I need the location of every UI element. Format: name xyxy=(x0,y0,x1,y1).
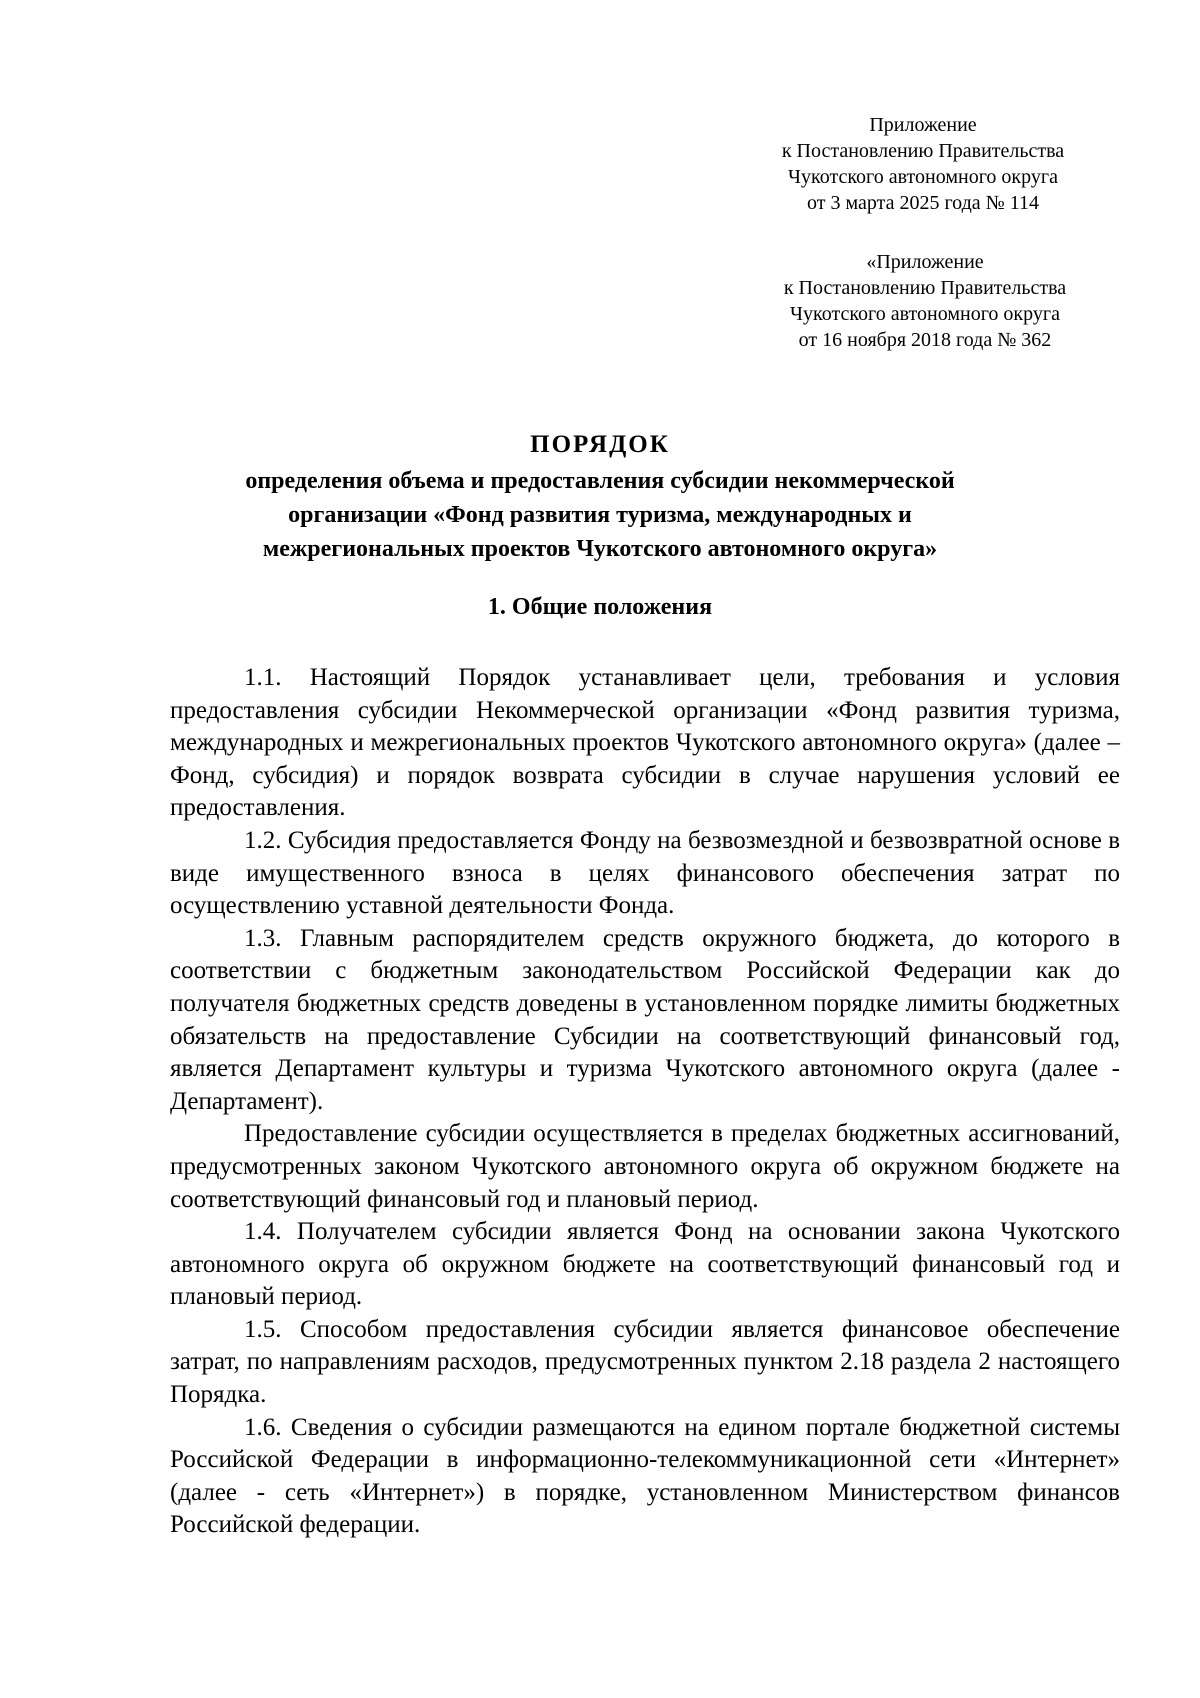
previous-appendix-header-line: Чукотского автономного округа xyxy=(790,303,1060,325)
appendix-header xyxy=(743,112,1103,216)
paragraph-1-6: 1.6. Сведения о субсидии размещаются на едином портале бюджетной системы Российской Федерации в информационно-телекоммуникационной сети «Интернет» (далее - сеть «Интернет») в порядке, установленном Министерством финансов Российской федерации. xyxy=(170,1413,1120,1539)
paragraph-1-2: 1.2. Субсидия предоставляется Фонду на безвозмездной и безвозвратной основе в виде имущественного взноса в целях финансового обеспечения затрат по осуществлению уставной деятельности Фонда. xyxy=(170,826,1120,920)
document-subtitle-line: организации «Фонд развития туризма, международных и xyxy=(288,502,912,528)
document-body xyxy=(170,662,1120,1542)
previous-appendix-header-line: от 16 ноября 2018 года № 362 xyxy=(798,329,1052,351)
document-title: ПОРЯДОК xyxy=(530,431,670,458)
previous-appendix-header-line: к Постановлению Правительства xyxy=(783,277,1067,299)
appendix-header-line: Чукотского автономного округа xyxy=(788,166,1058,188)
section-heading: 1. Общие положения xyxy=(487,594,713,620)
document-subtitle-line: определения объема и предоставления субсидии некоммерческой xyxy=(245,468,955,494)
paragraph-1-3-continuation: Предоставление субсидии осуществляется в пределах бюджетных ассигнований, предусмотренных законом Чукотского автономного округа об окружном бюджете на соответствующий финансовый год и плановый период. xyxy=(170,1120,1120,1213)
paragraph-1-1: 1.1. Настоящий Порядок устанавливает цели, требования и условия предоставления субсидии Некоммерческой организации «Фонд развития туризма, международных и межрегиональных проектов Чукотского автономного округа» (далее – Фонд, субсидия) и порядок возврата субсидии в случае нарушения условий ее предоставления. xyxy=(170,664,1120,822)
previous-appendix-header xyxy=(745,249,1105,353)
paragraph-1-4: 1.4. Получателем субсидии является Фонд на основании закона Чукотского автономного округа об окружном бюджете на соответствующий финансовый год и плановый период. xyxy=(170,1218,1120,1311)
paragraph-1-3: 1.3. Главным распорядителем средств окружного бюджета, до которого в соответствии с бюджетным законодательством Российской Федерации как до получателя бюджетных средств доведены в установленном порядке лимиты бюджетных обязательств на предоставление Субсидии на соответствующий финансовый год, является Департамент культуры и туризма Чукотского автономного округа (далее - Департамент). xyxy=(170,924,1120,1115)
document-subtitle xyxy=(150,464,1050,566)
appendix-header-line: от 3 марта 2025 года № 114 xyxy=(807,192,1039,214)
paragraph-1-5: 1.5. Способом предоставления субсидии является финансовое обеспечение затрат, по направлениям расходов, предусмотренных пунктом 2.18 раздела 2 настоящего Порядка. xyxy=(170,1315,1120,1409)
appendix-header-line: к Постановлению Правительства xyxy=(781,140,1065,162)
appendix-header-line: Приложение xyxy=(869,114,977,136)
document-subtitle-line: межрегиональных проектов Чукотского автономного округа» xyxy=(262,536,938,562)
previous-appendix-header-line: «Приложение xyxy=(866,251,984,273)
